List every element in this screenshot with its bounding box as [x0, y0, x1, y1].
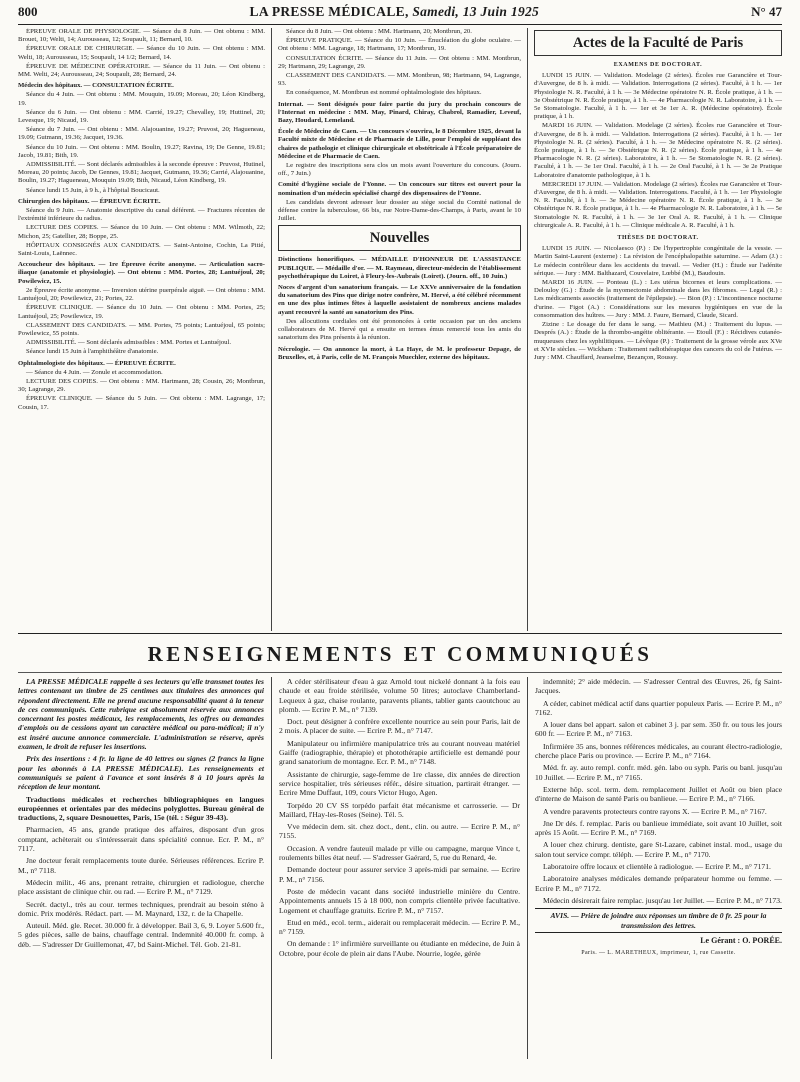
text-paragraph: ÉPREUVE CLINIQUE. — Séance du 10 Juin. — Ont obtenu : MM. Portes, 25; Lantuéjoul, 25; Powilewicz, 19. [18, 304, 265, 320]
journal-title-line: LA PRESSE MÉDICALE, Samedi, 13 Juin 1925 [249, 4, 540, 19]
annonce-paragraph: Torpédo 20 CV SS torpédo parfait état mécanisme et carrosserie. — Dr Maillard, l'Hay-les-Roses (Seine). Tél. 5. [279, 800, 520, 819]
section-heading-paragraph: Comité d'hygiène sociale de l'Yonne. — Un concours sur titres est ouvert pour la nomination d'un médecin spécialisé chargé des dispensaires de l'Yonne. [278, 181, 521, 197]
annonce-paragraph: Auteuil. Méd. gle. Recet. 30.000 fr. à développer. Bail 3, 6, 9. Loyer 5.600 fr., 5 gdes pièces, salle de bains, chauffage central. Indemnité 40.000 fr. comp. à déb. — S'adresser Dr Guillemonat, 47, bd Saint-Michel. Tél. Gob. 21-81. [18, 921, 264, 949]
these-day-paragraph: LUNDI 15 JUIN. — Nicolaesco (P.) : De l'hypertrophie congénitale de la vessie. — Martin Saint-Laurent (externe) : La révision de l'encéphalopathie saturnine. — Adam (J.) : Le médecin contrôleur dans les accidents du travail. — Vedier (H.) : Étude sur l'adénite sérique. — Jury : MM. Balthazard, Couvelaire, Lœbbé (M.), Baudouin. [534, 245, 782, 277]
annonce-paragraph: Pharmacien, 45 ans, grande pratique des affaires, disposant d'un gros comptant, achèterait ou s'intéresserait dans spécialité connue. Ecr. P. M., n° 7117. [18, 825, 264, 854]
annonce-paragraph: A céder, cabinet médical actif dans quartier populeux Paris. — Ecrire P. M., n° 7162. [535, 698, 782, 717]
examens-heading: EXAMENS DE DOCTORAT. [613, 62, 703, 68]
annonce-paragraph: Jne Dr dés. f. remplac. Paris ou banlieue immédiate, soit avant 10 Juillet, soit après 15 Août. — Ecrire P. M., n° 7169. [535, 818, 782, 838]
annonce-paragraph: Demande docteur pour assurer service 3 après-midi par semaine. — Ecrire P. M., n° 7156. [279, 865, 520, 884]
column-actes-faculte [528, 28, 782, 631]
annonce-paragraph: Traductions médicales et recherches bibliographiques en langues européennes et orientales par des médecins polyglottes. Bureau général de traductions, 2, square Desnouettes, Paris, 15e (tél. : Ségur 39-43). [18, 794, 264, 823]
section-heading-paragraph: École de Médecine de Caen. — Un concours s'ouvrira, le 8 Décembre 1925, devant la Faculté mixte de Médecine et de Pharmacie de Lille, pour l'emploi de suppléant des chaires de pathologie et clinique chirurgicale et obstétricale à l'École préparatoire de Médecine et de Pharmacie de Caen. [278, 128, 521, 160]
text-paragraph: Le registre des inscriptions sera clos un mois avant l'ouverture du concours. (Journ. off., 7 Juin.) [278, 162, 521, 178]
annonce-paragraph: A céder stérilisateur d'eau à gaz Arnold tout nickelé donnant à la fois eau chaude et eau froide stérilisée, volume 50 litres; autoclave Chamberland-Lequeux à gaz, chaise roulante, paravents pliants, tablier gants caoutchouc au plomb. — Ecrire P. M., n° 7139. [279, 677, 520, 714]
text-paragraph: Séance lundi 15 Juin à l'amphithéâtre d'anatomie. [26, 348, 159, 356]
section-divider [18, 633, 782, 634]
text-paragraph: Séance du 8 Juin. — Ont obtenu : MM. Hartmann, 20; Montbrun, 20. [286, 28, 472, 35]
annonce-paragraph: Laboratoire offre locaux et clientèle à radiologue. — Ecrire P. M., n° 7171. [543, 862, 771, 872]
text-paragraph: ADMISSIBILITÉ. — Sont déclarés admissibles : MM. Portes et Lantuéjoul. [26, 339, 232, 347]
annonce-paragraph: Secrét. dactyl., très au cour. termes techniques, prendrait au besoin sténo à domic. Prix modérés. Rédact. part. — M. Maynard, 132, r. de la Chapelle. [18, 899, 264, 918]
intro-notice: LA PRESSE MÉDICALE rappelle à ses lecteurs qu'elle transmet toutes les lettres contenant un timbre de 25 centimes aux titulaires des annonces qui répondent directement. Elle ne prend aucune responsabilité quant à la teneur de ces communiqués. Cette rubrique est absolument réservée aux annonces concernant les postes médicaux, les remplacements, les offres ou demandes d'emplois ou de cessions ayant un caractère médical ou para-médical; il n'y est inséré aucune annonce commerciale. L'administration se réserve, après examen, le droit de refuser les insertions. [18, 677, 264, 752]
journal-title: LA PRESSE MÉDICALE [249, 4, 405, 19]
text-paragraph: — Séance du 4 Juin. — Zonule et accommodation. [26, 368, 163, 376]
text-paragraph: Séance lundi 15 Juin, à 9 h., à l'hôpital Boucicaut. [26, 186, 160, 194]
annonce-paragraph: Externe hôp. scol. term. dem. remplacement Juillet et Août ou bien place d'interne de Maison de santé Paris ou banlieue. — Ecrire P. M., n° 7166. [535, 784, 782, 804]
examen-day-paragraph: LUNDI 15 JUIN. — Validation. Modelage (2 séries). Écoles rue Garancière et Tour-d'Auvergne, de 8 h. à midi. — Validation. Interrogations (2 séries). Faculté, à 1 h. — 1er Physiologie N. R. Faculté, à 1 h. — 3e Médecine opératoire N. R. École pratique, à 1 h. — 3e Obstétrique N. R. École pratique, à 1 h. — 4e Pharmacologie N. R. Laboratoire, à 1 h. — 5e Stomatologie. Faculté, à 1 h. — 1er et 3e 1er A. R. (Médecine opératoire). École pratique, à 1 h. [534, 72, 782, 121]
text-paragraph: CONSULTATION ÉCRITE. — Séance du 11 Juin. — Ont obtenu : MM. Montbrun, 29; Hartmann, 29; Lagrange, 29. [278, 54, 521, 70]
actes-faculte-title: Actes de la Faculté de Paris [534, 30, 782, 56]
text-paragraph: ÉPREUVE ORALE DE CHIRURGIE. — Séance du 10 Juin. — Ont obtenu : MM. Welti, 18; Aurousseau, 15; Soupault, 14 1/2; Bernard, 14. [18, 45, 265, 61]
intro-notice: Prix des insertions : 4 fr. la ligne de 40 lettres ou signes (2 francs la ligne pour les abonnés à LA PRESSE MÉDICALE). Les renseignements et communiqués se paient à l'avance et sont insérés 8 à 10 jours après la réception de leur montant. [18, 754, 264, 792]
these-day-paragraph: MARDI 16 JUIN. — Ponteau (L.) : Les utérus bicornes et leurs complications. — Delouloy (G.) : Étude de la myomectomie abdominale dans les fibromes. — Legal (R.) : Les médicaments associés (traitement de l'épilepsie). — Bion (P.) : L'incontinence nocturne d'urine. — Figot (A.) : Considérations sur les mesures hygiéniques en vue de la consommation des huîtres. — Jury : MM. J. Faure, Bernard, Claude, Sicard. [534, 279, 782, 319]
text-paragraph: 2e Épreuve écrite anonyme. — Inversion utérine puerpérale aiguë. — Ont obtenu : MM. Lantuéjoul, 20; Powilewicz, 21; Portes, 22. [18, 286, 265, 303]
section-heading-paragraph: Chirurgien des hôpitaux. — ÉPREUVE ÉCRITE. [18, 197, 161, 205]
text-paragraph: LECTURE DES COPIES. — Ont obtenu : MM. Hartmann, 28; Cousin, 26; Montbrun, 30; Lagrange, 29. [18, 377, 265, 394]
annonce-paragraph: Etud en méd., ecol. term., aiderait ou remplacerait médecin. — Ecrire P. M., n° 7159. [279, 917, 520, 937]
text-paragraph: ÉPREUVE PRATIQUE. — Séance du 10 Juin. — Énucléation du globe oculaire. — Ont obtenu : MM. Lagrange, 18; Hartmann, 17; Montbrun, 19. [278, 37, 521, 53]
upper-columns [18, 28, 782, 631]
annonce-paragraph: Méd. fr. ay. auto rempl. confr. méd. gén. labo ou syph. Paris ou banl. jusqu'au 10 Juillet. — Ecrire P. M., n° 7165. [535, 763, 782, 782]
annonce-paragraph: A vendre paravents protecteurs contre rayons X. — Ecrire P. M., n° 7167. [543, 806, 767, 816]
annonce-paragraph: Médecin milit., 46 ans, prenant retraite, chirurgien et radiologue, cherche place assistant de clinique chir. ou rad. — Ecrire P. M., n° 7129. [18, 877, 264, 897]
renseignements-title: RENSEIGNEMENTS ET COMMUNIQUÉS [147, 642, 653, 666]
text-paragraph: ÉPREUVE DE MÉDECINE OPÉRATOIRE. — Séance du 11 Juin. — Ont obtenu : MM. Welti, 24; Aurousseau, 24; Soupault, 28; Bernard, 24. [18, 62, 265, 79]
annonce-paragraph: indemnité; 2° aide médecin. — S'adresser Central des Œuvres, 26, fg Saint-Jacques. [535, 677, 782, 696]
text-paragraph: CLASSEMENT DES CANDIDATS. — MM. Portes, 75 points; Lantuéjoul, 65 points; Powilewicz, 55 points. [18, 321, 265, 337]
annonces-column-2 [272, 677, 528, 1059]
text-paragraph: Séance du 7 Juin. — Ont obtenu : MM. Alajouanine, 19.27; Pruvost, 20; Hagueneau, 19.09; Gutmann, 19.36; Jacquet, 19.36. [18, 126, 265, 142]
issue-number: N° 47 [751, 4, 782, 19]
text-paragraph: LECTURE DES COPIES. — Séance du 10 Juin. — Ont obtenu : MM. Wilmoth, 22; Michon, 25; Gatellier, 28; Boppe, 25. [18, 224, 265, 240]
text-paragraph: CLASSEMENT DES CANDIDATS. — MM. Montbrun, 98; Hartmann, 94, Lagrange, 93. [278, 72, 521, 88]
section-heading-paragraph: Distinctions honorifiques. — MÉDAILLE D'HONNEUR DE L'ASSISTANCE PUBLIQUE. — Médaille d'or. — M. Raymeau, directeur-médecin de l'établissement psychothérapique du Loiret, à Fleury-les-Aubrais (Loiret). (Journ. off., 10 Juin.) [278, 256, 521, 280]
text-paragraph: HÔPITAUX CONSIGNÉS AUX CANDIDATS. — Saint-Antoine, Cochin, La Pitié, Saint-Louis, Laënnec. [18, 241, 265, 258]
annonces-column-3 [528, 677, 782, 1059]
annonce-paragraph: Médecin désirerait faire remplac. jusqu'au 1er Juillet. — Ecrire P. M., n° 7173. [543, 895, 782, 905]
examen-day-paragraph: MERCREDI 17 JUIN. — Validation. Modelage (2 séries). Écoles rue Garancière et Tour-d'Auvergne, de 8 h. à midi. — Validation. Interrogations. Faculté, à 1 h. — 1er Physiologie N. R. Faculté, à 1 h. — 3e Médecine opératoire N. R. École pratique, à 1 h. — 3e Obstétrique N. R. École pratique, à 1 h. — 4e Pharmacologie N. R. Laboratoire, à 1 h. — 5e Stomatologie N. R. Faculté, à 1 h. — 3e 1er Oral A. R. Faculté, à 1 h. — Clinique chirurgicale A. R. Faculté, à 1 h. — Clinique médicale A. R. Faculté, à 1 h. [534, 180, 782, 229]
annonce-paragraph: A louer chez chirurg. dentiste, gare St-Lazare, cabinet instal. mod., usage du salon tout service compr. téléph. — Ecrire P. M., n° 7170. [535, 840, 782, 859]
section-heading-paragraph: Accoucheur des hôpitaux. — 1re Épreuve écrite anonyme. — Articulation sacro-iliaque (anatomie et physiologie). — Ont obtenu : MM. Portes, 28; Lantuéjoul, 20; Powilewicz, 15. [18, 261, 265, 285]
examens-list [534, 72, 782, 230]
text-paragraph: Séance du 10 Juin. — Ont obtenu : MM. Boulin, 19.27; Ravina, 19; De Genne, 19.81; Jacob, 19.81; Bith, 19. [18, 143, 265, 159]
annonce-paragraph: Doct. peut désigner à confrère excellente nourrice au sein pour Paris, lait de 2 mois. A placer de suite. — Ecrire P. M., n° 7147. [279, 717, 520, 736]
section-heading-paragraph: Noces d'argent d'un sanatorium français. — Le XXVe anniversaire de la fondation du sanatorium des Pins que dirige notre confrère, M. Hervé, a été célébré récemment en une des plus intimes fêtes à laquelle assistaient de nombreux anciens malades ayant recouvré la santé au sanatorium des Pins. [278, 284, 521, 316]
annonce-paragraph: Occasion. A vendre fauteuil malade pr ville ou campagne, marque Vince t, roulements billes état neuf. — S'adresser Gaérard, 5, rue du Renard, 4e. [279, 843, 520, 863]
text-paragraph: Des allocutions cordiales ont été prononcées à cette occasion par un des anciens collaborateurs de M. Hervé qui a ensuite en termes émus remercié tous les amis du sanatorium des Pins présents à la réunion. [278, 317, 521, 342]
column-concours [18, 28, 272, 631]
text-paragraph: ADMISSIBILITÉ. — Sont déclarés admissibles à la seconde épreuve : Pruvost, Hutinel, Moreau, 20 points; Jacob, De Gennes, 19.81; Jacquet, Gutmann, 19.36; Carrié, Alajouanine, Boulin, 19.27; Hagueneau, Mouquin 19.09; Bith, Nicaud, Léon Kindberg, 19. [18, 161, 265, 185]
text-paragraph: ÉPREUVE CLINIQUE. — Séance du 5 Juin. — Ont obtenu : MM. Lagrange, 17; Cousin, 17. [18, 395, 265, 411]
avis-notice: AVIS. — Prière de joindre aux réponses un timbre de 0 fr. 25 pour la transmission des lettres. [535, 908, 782, 933]
section-heading-paragraph: Médecin des hôpitaux. — CONSULTATION ÉCRITE. [18, 82, 174, 90]
theses-list [534, 245, 782, 362]
annonce-paragraph: Vve médecin dem. sit. chez doct., dent., clin. ou autre. — Ecrire P. M., n° 7155. [279, 822, 520, 841]
text-paragraph: Séance du 9 Juin. — Anatomie descriptive du canal déférent. — Fractures récentes de l'extrémité inférieure du radius. [18, 207, 265, 223]
annonce-paragraph: Poste de médecin vacant dans société industrielle minière du Centre. Appointements annuels 15 à 18 000, non compris clientèle privée facultative. Logement et chauffage gratuits. Ecrire P. M., n° 7157. [279, 886, 520, 915]
annonce-paragraph: On demande : 1° infirmière surveillante ou étudiante en médecine, de Juin à Octobre, pour école de plein air dans l'Aube. Nourrie, logée, gérée [279, 939, 520, 958]
annonce-paragraph: Laboratoire analyses médicales demande préparateur homme ou femme. — Ecrire P. M., n° 7172. [535, 874, 782, 893]
annonce-paragraph: Manipulateur ou infirmière manipulatrice très au courant nouveau matériel Gaiffe (radiographie, thérapie) et photothérapie artificielle est demandé pour grand sanatorium de montagne. Ecr. P. M., n° 7148. [279, 738, 520, 767]
gerant-line: Le Gérant : O. PORÉE. [700, 935, 782, 945]
text-paragraph: Les candidats devront adresser leur dossier au siège social du Comité national de défense contre la tuberculose, 66 bis, rue Notre-Dame-des-Champs, à Paris, avant le 10 Juillet. [278, 198, 521, 223]
text-paragraph: Séance du 6 Juin. — Ont obtenu : MM. Carrié, 19.27; Chevalley, 19; Huttinel, 20; Levesque, 19; Nicaud, 19. [18, 108, 265, 125]
section-heading-paragraph: Ophtalmologiste des hôpitaux. — ÉPREUVE ÉCRITE. [18, 359, 176, 367]
theses-heading: THÈSES DE DOCTORAT. [617, 235, 699, 242]
imprimerie-line: Paris. — L. MARETHEUX, imprimeur, 1, rue Cassette. [581, 950, 736, 957]
annonce-paragraph: Infirmière 35 ans, bonnes références médicales, au courant électro-radiologie, cherche place Paris ou province. — Ecrire P. M., n° 7164. [535, 741, 782, 761]
page-number: 800 [18, 4, 38, 19]
section-heading-paragraph: Internat. — Sont désignés pour faire partie du jury du prochain concours de l'Internat en médecine : MM. May, Pinard, Chiray, Chabrol, Ramadier, Leveuf, Bazy, Houdard, Lemeland. [278, 100, 521, 125]
these-day-paragraph: Zizine : Le dosage du fer dans le sang. — Mathieu (M.) : Traitement du lupus. — Després (A.) : Étude de la thrombo-angéite oblitérante. — Etoull (F.) : Récidives cutanéo-muqueuses chez les syphilitiques. — Lévêque (P.) : Traitement de la grosse vérole aux XVe et XVIe siècles. — Wickham : Traitement radiothérapique des cancers du col de l'utérus. — Jury : MM. Chauffard, Jeanselme, Bezançon, Roussy. [534, 321, 782, 361]
section-heading-paragraph: Nécrologie. — On annonce la mort, à La Haye, de M. le professeur Depage, de Bruxelles, et, à Paris, celle de M. François Muechler, externe des hôpitaux. [278, 345, 521, 361]
text-paragraph: ÉPREUVE ORALE DE PHYSIOLOGIE. — Séance du 8 Juin. — Ont obtenu : MM. Brouet, 10; Welti, 14; Aurousseau, 12; Soupault, 11; Bernard, 10. [18, 28, 265, 44]
annonces-column-1 [18, 677, 272, 1059]
annonces-list-3 [535, 677, 782, 905]
text-paragraph: Séance du 4 Juin. — Ont obtenu : MM. Mouquin, 19.09; Moreau, 20; Léon Kindberg, 19. [18, 91, 265, 107]
annonce-paragraph: Jne docteur ferait remplacements toute durée. Sérieuses références. Ecrire P. M., n° 7118. [18, 856, 264, 875]
running-header [18, 4, 782, 25]
annonce-paragraph: Assistante de chirurgie, sage-femme de 1re classe, dix années de direction service hospitalier, très sérieuses référ., désire situation, partirait étranger. — Ecrire Mme Duffaut, 109, cours Victor Hugo, Agen. [279, 769, 520, 798]
column-concours-nouvelles [272, 28, 528, 631]
examen-day-paragraph: MARDI 16 JUIN. — Validation. Modelage (2 séries). Écoles rue Garancière et Tour-d'Auvergne, de 8 h. à midi. — Validation. Interrogations (2 séries). Faculté, à 1 h. — 1er Physiologie N. R. (2 séries). Faculté, à 1 h. — 3e Médecine opératoire N. R. (2 séries). École pratique, à 1 h. — 3e Obstétrique N. R. (2 séries). École pratique, à 1 h. — 4e Pharmacologie N. R. (2 séries). Laboratoire, à 1 h. — 5e Stomatologie N. R. (2 séries). Faculté, à 1 h. — 3e 1er Oral. Faculté, à 1 h. — 2e Oral Faculté, à 1 h. — 3e 2e Pratique Laboratoire d'anatomie pathologique, à 1 h. [534, 122, 782, 179]
nouvelles-title: Nouvelles [278, 225, 521, 251]
issue-date: Samedi, 13 Juin 1925 [412, 4, 540, 19]
lower-columns [18, 672, 782, 1059]
annonce-paragraph: A louer dans bel appart. salon et cabinet 3 j. par sem. 350 fr. ou tous les jours 600 fr. — Ecrire P. M., n° 7163. [535, 720, 782, 739]
text-paragraph: En conséquence, M. Montbrun est nommé ophtalmologiste des hôpitaux. [286, 89, 482, 97]
